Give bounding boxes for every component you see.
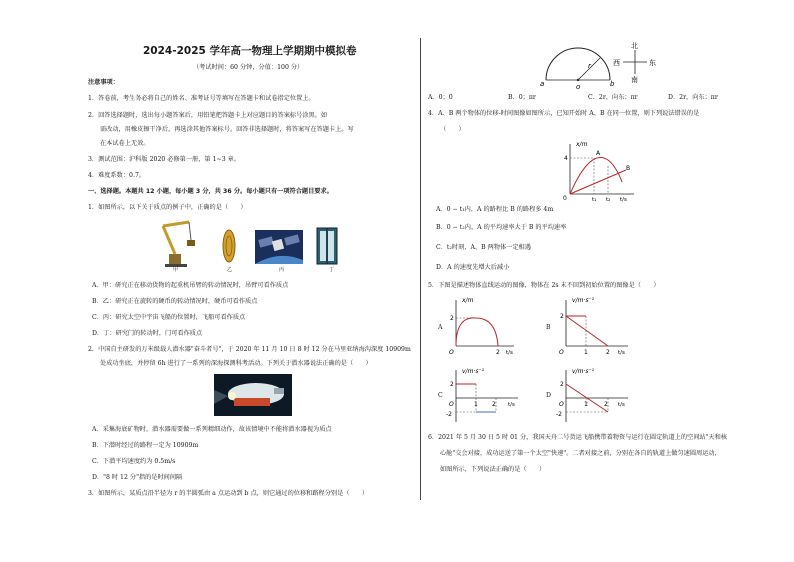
question-2-line2: 处成功坐底，并停留 6h 进行了一系列的深海探测科考活动。下列关于潜水器说法正确的是（ ）: [100, 360, 372, 367]
b-xunit: t/s: [618, 350, 625, 356]
question-4-line2: （ ）: [440, 126, 465, 133]
q5-graph-c: [446, 366, 526, 428]
a-ytick: 2: [450, 315, 454, 322]
q4-option-d: D．A 的速度先增大后减小: [436, 264, 510, 271]
q1-figures: [155, 216, 355, 272]
d-xtick2: 2: [604, 401, 608, 408]
notice-line: 2．回答选择题时，选出每小题答案后，用铅笔把答题卡上对应题目的答案标号涂黑。如: [88, 112, 328, 119]
q4-t2: t₂: [606, 197, 611, 202]
q2-option-c: C．下潜平均速度约为 0.5m/s: [92, 458, 176, 465]
a-xtick: 2: [496, 349, 500, 356]
q4-curve-a: A: [596, 150, 601, 157]
exam-subtitle: （考试时间：60 分钟，分值：100 分）: [193, 64, 304, 71]
question-6-line1: 6．2021 年 5 月 30 日 5 时 01 分，我国天舟二号货运飞船携带着物资与运行在圆定轨道上的空间站"天和核: [428, 434, 727, 441]
d-ytick-neg: -2: [556, 411, 562, 418]
d-ytick-pos: 2: [560, 381, 564, 388]
b-xtick2: 2: [606, 349, 610, 356]
q4-t1: t₁: [592, 197, 597, 202]
notice-line: 需改动，用橡皮擦干净后，再选涂其他答案标号。回答非选择题时，将答案写在答题卡上。写: [100, 126, 354, 133]
q1-option-b: B．乙：研究正在旋转的硬币的转动情况时，硬币可看作质点: [92, 298, 258, 305]
spacecraft-image: [255, 230, 303, 264]
notice-line: 1．答卷前，考生务必将自己的姓名、准考证号等填写在答题卡和试卷指定位置上。: [88, 95, 315, 102]
caption-jia: 甲: [173, 267, 179, 273]
q2-option-a: A．采集海底矿物时，潜水器需要做一系列精细动作，故该情境中不能将潜水器视为质点: [92, 426, 332, 433]
q4-ylabel: x/m: [576, 141, 588, 148]
d-xunit: t/s: [618, 402, 625, 408]
q4-option-a: A．0 − t₁内，A 的路程比 B 的路程多 4m: [436, 206, 554, 213]
c-ylabel: v/m·s⁻¹: [462, 368, 485, 375]
question-3: 3．如图所示，某质点沿半径为 r 的半圆弧由 a 点运动到 b 点，则它通过的位移和路程分别是（ ）: [88, 490, 369, 497]
q2-option-d: D．"8 时 12 分"指的是时间间隔: [92, 474, 183, 481]
column-divider: [420, 38, 421, 500]
door-image: [317, 228, 337, 264]
question-1: 1．如图所示，以下关于质点的例子中，正确的是（ ）: [88, 204, 247, 211]
caption-bing: 丙: [279, 267, 285, 273]
q4-option-b: B．0 − t₂内，A 的平均速率大于 B 的平均速率: [436, 224, 567, 231]
caption-ding: 丁: [329, 267, 335, 273]
q5-graph-b-label: B: [546, 324, 551, 331]
q3-option-d: D．2r，向东；πr: [668, 94, 718, 101]
a-origin: O: [449, 349, 454, 356]
c-xtick2: 2: [492, 401, 496, 408]
d-ylabel: v/m·s⁻¹: [572, 368, 595, 375]
q4-ytick: 4: [564, 155, 568, 162]
east-label: 东: [649, 59, 656, 67]
q4-xt-graph: [560, 138, 640, 202]
exam-title: 2024-2025 学年高一物理上学期期中模拟卷: [143, 45, 357, 57]
q4-curve-b: B: [626, 165, 631, 172]
question-2-line1: 2．中国自主研发的万米级载人潜水器"奋斗者号"，于 2020 年 11 月 10 日 8 时 12 分在马里亚纳海沟深度 10909m: [88, 346, 411, 353]
semicircle-diagram: [538, 34, 618, 90]
q4-xunit: t/s: [620, 197, 627, 202]
q4-option-c: C．t₂时刻，A、B 两物体一定相遇: [436, 244, 531, 251]
label-r: r: [588, 62, 591, 70]
b-origin: O: [559, 349, 564, 356]
south-label: 南: [631, 76, 638, 84]
a-xunit: t/s: [506, 350, 513, 356]
b-ylabel: v/m·s⁻¹: [572, 297, 595, 304]
notice-line: 3．测试范围：沪科版 2020 必修第一册，第 1~3 章。: [88, 156, 240, 163]
notice-line: 4．难度系数：0.7。: [88, 172, 146, 179]
question-4-line1: 4．A、B 两个物体的位移-时间图像如图所示，已知开始时 A、B 在同一位置，则下列说法错误的是: [428, 110, 700, 117]
q3-option-a: A．0；0: [428, 94, 453, 101]
notice-line: 在本试卷上无效。: [100, 140, 150, 147]
q3-option-b: B．0；πr: [508, 94, 536, 101]
compass-rose: [610, 40, 660, 84]
caption-yi: 乙: [227, 267, 233, 273]
question-5: 5．下图是描述物体直线运动的图像，物体在 2s 末不回到初始位置的图像是（ ）: [428, 282, 660, 289]
q5-graph-b: [556, 294, 636, 356]
q5-graph-d: [556, 366, 636, 428]
d-origin: O: [559, 401, 564, 408]
label-a: a: [540, 80, 545, 88]
b-ytick: 2: [560, 313, 564, 320]
notice-heading: 注意事项：: [88, 79, 119, 86]
q4-origin: 0: [563, 195, 567, 202]
c-xunit: t/s: [508, 402, 515, 408]
question-6-line3: 如图所示，下列说法正确的是（ ）: [440, 466, 546, 473]
north-label: 北: [631, 42, 638, 50]
coin-image: [223, 230, 235, 262]
c-xtick1: 1: [474, 401, 478, 408]
west-label: 西: [613, 59, 620, 67]
label-o: o: [576, 83, 581, 90]
crane-image: [163, 222, 195, 267]
c-origin: O: [449, 401, 454, 408]
q3-option-c: C．2r，向东；πr: [588, 94, 638, 101]
q5-graph-c-label: C: [438, 392, 443, 399]
c-ytick-pos: 2: [450, 381, 454, 388]
d-xtick1: 1: [584, 401, 588, 408]
b-xtick1: 1: [584, 349, 588, 356]
submersible-image: [214, 374, 292, 416]
label-b: b: [610, 80, 615, 88]
question-6-line2: 心舱"交会对接，成功运送了第一个太空"快递"。二者对接之前，分别在各自的轨道上做匀速圆周运动，: [440, 450, 721, 457]
q2-option-b: B．下潜时经过的路程一定为 10909m: [92, 442, 199, 449]
q5-graph-a: [446, 294, 522, 356]
q1-option-a: A．甲：研究正在移动货物的起重机吊臂的转动情况时，吊臂可看作质点: [92, 282, 289, 289]
q5-graph-d-label: D: [546, 392, 551, 399]
c-ytick-neg: -2: [446, 411, 452, 418]
q1-option-c: C．丙：研究太空中宇宙飞船的位置时，飞船可看作质点: [92, 314, 246, 321]
section-heading: 一、选择题。本题共 12 小题，每小题 3 分，共 36 分。每小题只有一项符合题目要求。: [88, 188, 333, 195]
q5-graph-a-label: A: [438, 324, 443, 331]
a-ylabel: x/m: [462, 297, 474, 304]
q1-option-d: D．丁：研究门的转动时，门可看作质点: [92, 330, 203, 337]
